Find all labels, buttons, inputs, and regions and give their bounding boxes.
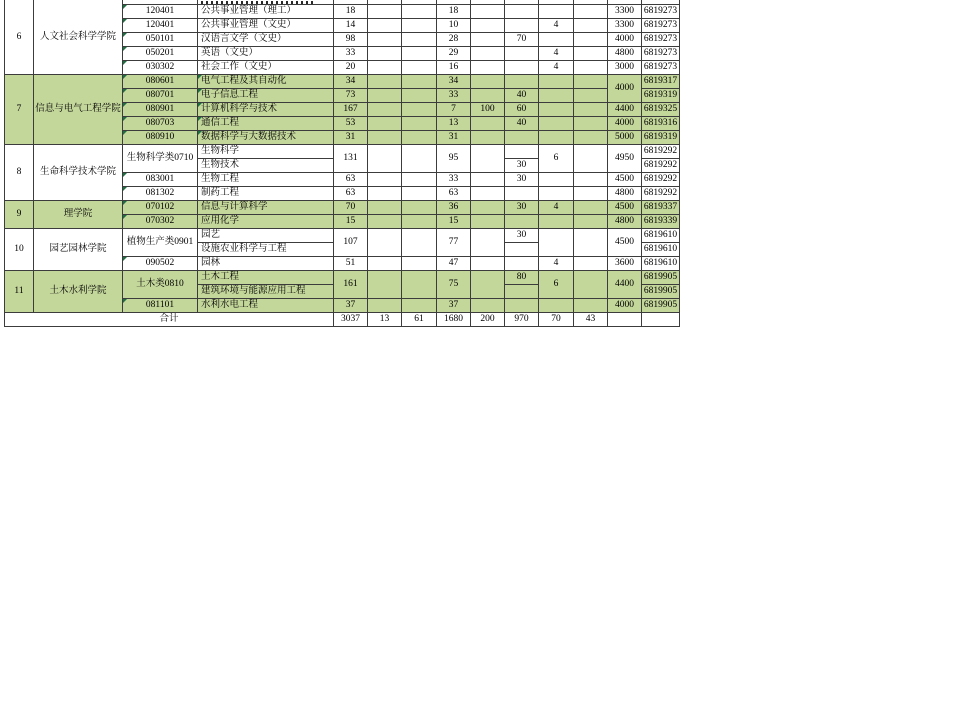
cell-major-name[interactable]: 信息与计算科学 [198,201,334,215]
cell-empty[interactable] [471,117,505,131]
cell-major-name[interactable]: 社会工作（文史） [198,61,334,75]
cell-empty[interactable] [574,5,608,19]
cell-empty[interactable] [505,285,539,299]
cell-empty[interactable] [471,47,505,61]
cell-college[interactable]: 信息与电气工程学院 [34,75,123,145]
cell-tuition[interactable]: 4950 [608,145,642,173]
cell-college-code[interactable]: 6819905 [642,285,680,299]
cell-row-no[interactable]: 9 [5,201,34,229]
cell-empty[interactable] [608,313,642,327]
cell-count[interactable]: 36 [437,201,471,215]
cell-count[interactable]: 4 [539,257,574,271]
cell-category-code[interactable]: 生物科学类0710 [123,145,198,173]
cell-major-code[interactable]: 050101 [123,33,198,47]
cell-plan-total[interactable]: 51 [334,257,368,271]
cell-empty[interactable] [505,75,539,89]
cell-major-name[interactable]: 水利水电工程 [198,299,334,313]
cell-empty[interactable] [505,257,539,271]
cell-plan-total[interactable]: 131 [334,145,368,173]
cell-college[interactable]: 园艺园林学院 [34,229,123,271]
cell-college-code[interactable]: 6819339 [642,215,680,229]
cell-empty[interactable] [505,131,539,145]
cell-empty[interactable] [471,5,505,19]
cell-empty[interactable] [574,103,608,117]
cell-major-name[interactable]: 设施农业科学与工程 [198,243,334,257]
cell-row-no[interactable]: 8 [5,145,34,201]
major-row [5,145,680,159]
cell-major-name[interactable]: 汉语言文学（文史） [198,33,334,47]
cell-major-name[interactable]: 英语（文史） [198,47,334,61]
cell-sum-value[interactable]: 970 [505,313,539,327]
cell-empty[interactable] [402,145,437,173]
cell-empty[interactable] [539,33,574,47]
cell-empty[interactable] [539,229,574,257]
cell-empty[interactable] [574,117,608,131]
cell-plan-total[interactable]: 98 [334,33,368,47]
sum-row [5,313,680,327]
cell-empty[interactable] [574,145,608,173]
cell-college-code[interactable]: 6819292 [642,173,680,187]
cell-major-code[interactable]: 081302 [123,187,198,201]
cell-empty[interactable] [402,271,437,299]
cell-empty[interactable] [574,271,608,299]
cell-empty[interactable] [402,5,437,19]
cell-empty[interactable] [574,229,608,257]
cell-empty[interactable] [368,117,402,131]
cell-count[interactable]: 100 [471,103,505,117]
cell-empty[interactable] [471,89,505,103]
enrollment-plan-table [4,0,680,327]
cell-empty[interactable] [368,173,402,187]
number-as-text-indicator-icon [198,75,202,79]
cell-category-code[interactable]: 植物生产类0901 [123,229,198,257]
cell-empty[interactable] [505,145,539,159]
cell-major-name[interactable]: 制药工程 [198,187,334,201]
number-as-text-indicator-icon [123,257,127,261]
cell-count[interactable]: 4 [539,47,574,61]
cell-count[interactable]: 70 [505,33,539,47]
cell-plan-total[interactable]: 15 [334,215,368,229]
cell-row-no[interactable]: 7 [5,75,34,145]
number-as-text-indicator-icon [123,89,127,93]
cell-college-code[interactable]: 6819273 [642,5,680,19]
cell-empty[interactable] [471,257,505,271]
cell-college[interactable]: 土木水利学院 [34,271,123,313]
cell-sum-value[interactable]: 200 [471,313,505,327]
cell-empty[interactable] [539,117,574,131]
cell-major-code[interactable]: 050201 [123,47,198,61]
cell-college-code[interactable]: 6819292 [642,145,680,159]
cell-major-code[interactable]: 030302 [123,61,198,75]
cell-tuition[interactable]: 5000 [608,131,642,145]
cell-empty[interactable] [368,33,402,47]
cell-empty[interactable] [402,215,437,229]
cell-count[interactable]: 4 [539,19,574,33]
cell-college-code[interactable]: 6819319 [642,131,680,145]
cell-plan-total[interactable]: 14 [334,19,368,33]
cell-college-code[interactable]: 6819273 [642,33,680,47]
cell-count[interactable]: 63 [437,187,471,201]
cell-major-name[interactable]: 生物技术 [198,159,334,173]
number-as-text-indicator-icon [123,103,127,107]
cell-count[interactable]: 4 [539,201,574,215]
number-as-text-indicator-icon [198,117,202,121]
cell-tuition[interactable]: 4000 [608,33,642,47]
cell-plan-total[interactable]: 73 [334,89,368,103]
cell-empty[interactable] [505,5,539,19]
major-row [5,201,680,215]
cell-tuition[interactable]: 4000 [608,299,642,313]
cell-empty[interactable] [368,131,402,145]
cell-empty[interactable] [574,201,608,215]
major-row [5,271,680,285]
cell-tuition[interactable]: 3300 [608,5,642,19]
cell-row-no[interactable]: 10 [5,229,34,271]
cell-empty[interactable] [471,201,505,215]
number-as-text-indicator-icon [123,131,127,135]
cell-empty[interactable] [539,5,574,19]
cell-plan-total[interactable]: 167 [334,103,368,117]
cell-major-code[interactable]: 081101 [123,299,198,313]
cell-count[interactable]: 47 [437,257,471,271]
cell-tuition[interactable]: 4500 [608,229,642,257]
number-as-text-indicator-icon [123,173,127,177]
cell-college-code[interactable]: 6819292 [642,159,680,173]
cell-empty[interactable] [539,131,574,145]
cell-major-name[interactable]: 电气工程及其自动化 [198,75,334,89]
cell-empty[interactable] [505,19,539,33]
cell-empty[interactable] [574,215,608,229]
cell-empty[interactable] [471,229,505,257]
cell-count[interactable]: 30 [505,201,539,215]
cell-count[interactable]: 4 [539,61,574,75]
cell-count[interactable]: 10 [437,19,471,33]
cell-college-code[interactable]: 6819316 [642,117,680,131]
cell-college[interactable]: 人文社会科学学院 [34,0,123,75]
cell-empty[interactable] [471,61,505,75]
cell-tuition[interactable]: 4800 [608,47,642,61]
cell-count[interactable]: 33 [437,89,471,103]
number-as-text-indicator-icon [123,75,127,79]
cell-sum-value[interactable]: 70 [539,313,574,327]
cell-tuition[interactable]: 4500 [608,201,642,215]
cell-count[interactable]: 40 [505,89,539,103]
cell-plan-total[interactable]: 161 [334,271,368,299]
major-row [5,229,680,243]
cell-college-code[interactable]: 6819610 [642,243,680,257]
cell-major-code[interactable]: 080701 [123,89,198,103]
cell-empty[interactable] [539,75,574,89]
cell-count[interactable]: 60 [505,103,539,117]
cell-major-name[interactable]: 电子信息工程 [198,89,334,103]
cell-empty[interactable] [402,117,437,131]
cell-empty[interactable] [368,47,402,61]
cell-major-code[interactable]: 080601 [123,75,198,89]
cell-empty[interactable] [574,33,608,47]
cell-empty[interactable] [368,89,402,103]
cell-college-code[interactable]: 6819273 [642,47,680,61]
cell-major-name[interactable]: 公共事业管理（理工） [198,5,334,19]
cell-major-name[interactable]: 公共事业管理（文史） [198,19,334,33]
cell-sum-value[interactable]: 3037 [334,313,368,327]
cell-count[interactable]: 34 [437,75,471,89]
cell-count[interactable]: 31 [437,131,471,145]
cell-empty[interactable] [574,61,608,75]
cell-empty[interactable] [402,173,437,187]
cell-empty[interactable] [402,75,437,89]
cell-major-name[interactable]: 计算机科学与技术 [198,103,334,117]
cell-empty[interactable] [402,103,437,117]
cell-sum-value[interactable]: 61 [402,313,437,327]
cell-count[interactable]: 18 [437,5,471,19]
cell-major-code[interactable]: 090502 [123,257,198,271]
cell-count[interactable]: 6 [539,271,574,299]
cell-empty[interactable] [505,243,539,257]
cell-plan-total[interactable]: 53 [334,117,368,131]
cell-empty[interactable] [471,173,505,187]
cell-major-code[interactable]: 070102 [123,201,198,215]
cell-college-code[interactable]: 6819273 [642,61,680,75]
cell-empty[interactable] [368,299,402,313]
number-as-text-indicator-icon [123,215,127,219]
cell-empty[interactable] [368,271,402,299]
cell-major-code[interactable]: 080901 [123,103,198,117]
cell-major-code[interactable]: 120401 [123,19,198,33]
cell-empty[interactable] [471,145,505,173]
cell-empty[interactable] [471,19,505,33]
cell-tuition[interactable]: 4000 [608,75,642,103]
cell-count[interactable]: 7 [437,103,471,117]
cell-sum-value[interactable]: 1680 [437,313,471,327]
cell-major-name[interactable]: 应用化学 [198,215,334,229]
cell-plan-total[interactable]: 37 [334,299,368,313]
cell-empty[interactable] [368,201,402,215]
number-as-text-indicator-icon [198,89,202,93]
cell-empty[interactable] [402,299,437,313]
cell-plan-total[interactable]: 70 [334,201,368,215]
cell-empty[interactable] [505,47,539,61]
cell-plan-total[interactable]: 20 [334,61,368,75]
cell-empty[interactable] [402,89,437,103]
cell-tuition[interactable]: 3000 [608,61,642,75]
cell-row-no[interactable]: 11 [5,271,34,313]
cell-category-code[interactable]: 土木类0810 [123,271,198,299]
cell-empty[interactable] [368,19,402,33]
cell-count[interactable]: 95 [437,145,471,173]
cell-college-code[interactable]: 6819905 [642,271,680,285]
number-as-text-indicator-icon [123,299,127,303]
cell-empty[interactable] [574,299,608,313]
cell-empty[interactable] [368,75,402,89]
cell-empty[interactable] [642,313,680,327]
cell-plan-total[interactable]: 107 [334,229,368,257]
cell-empty[interactable] [471,187,505,201]
cell-empty[interactable] [402,33,437,47]
cell-empty[interactable] [574,187,608,201]
cell-college[interactable]: 生命科学技术学院 [34,145,123,201]
cell-tuition[interactable]: 4400 [608,103,642,117]
cell-empty[interactable] [539,103,574,117]
cell-major-name[interactable]: 数据科学与大数据技术 [198,131,334,145]
cell-college-code[interactable]: 6819273 [642,19,680,33]
cell-empty[interactable] [368,229,402,257]
cell-tuition[interactable]: 4000 [608,117,642,131]
cell-college-code[interactable]: 6819292 [642,187,680,201]
cell-count[interactable]: 75 [437,271,471,299]
cell-empty[interactable] [402,201,437,215]
cell-count[interactable]: 6 [539,145,574,173]
cell-empty[interactable] [402,61,437,75]
cell-empty[interactable] [471,75,505,89]
cell-plan-total[interactable]: 63 [334,173,368,187]
cell-empty[interactable] [368,61,402,75]
cell-count[interactable]: 77 [437,229,471,257]
cell-tuition[interactable]: 3600 [608,257,642,271]
cell-major-name[interactable]: 生物工程 [198,173,334,187]
number-as-text-indicator-icon [123,201,127,205]
cell-empty[interactable] [402,229,437,257]
cell-major-code[interactable]: 120401 [123,5,198,19]
cell-empty[interactable] [574,75,608,89]
cell-empty[interactable] [402,47,437,61]
cell-sum-value[interactable]: 13 [368,313,402,327]
cell-empty[interactable] [505,299,539,313]
cell-empty[interactable] [574,89,608,103]
cell-sum-label[interactable]: 合计 [5,313,334,327]
cell-college-code[interactable]: 6819610 [642,229,680,243]
cell-college-code[interactable]: 6819325 [642,103,680,117]
cell-empty[interactable] [574,131,608,145]
cell-college-code[interactable]: 6819905 [642,299,680,313]
cell-plan-total[interactable]: 33 [334,47,368,61]
number-as-text-indicator-icon [123,33,127,37]
cell-count[interactable]: 29 [437,47,471,61]
cell-empty[interactable] [539,187,574,201]
cell-empty[interactable] [368,257,402,271]
cell-major-code[interactable]: 083001 [123,173,198,187]
cell-empty[interactable] [539,299,574,313]
cell-empty[interactable] [505,61,539,75]
cell-empty[interactable] [471,131,505,145]
number-as-text-indicator-icon [198,103,202,107]
cell-tuition[interactable]: 4500 [608,173,642,187]
cell-count[interactable]: 13 [437,117,471,131]
number-as-text-indicator-icon [123,117,127,121]
cell-major-code[interactable]: 070302 [123,215,198,229]
cell-college-code[interactable]: 6819337 [642,201,680,215]
cell-count[interactable]: 28 [437,33,471,47]
cell-college[interactable]: 理学院 [34,201,123,229]
cell-empty[interactable] [539,173,574,187]
number-as-text-indicator-icon [123,61,127,65]
cell-empty[interactable] [574,257,608,271]
cell-empty[interactable] [574,19,608,33]
cell-count[interactable]: 30 [505,229,539,243]
cell-sum-value[interactable]: 43 [574,313,608,327]
cell-tuition[interactable]: 4400 [608,271,642,299]
cell-row-no[interactable]: 6 [5,0,34,75]
cell-major-name[interactable]: 建筑环境与能源应用工程 [198,285,334,299]
cell-empty[interactable] [368,145,402,173]
cell-empty[interactable] [368,187,402,201]
cell-count[interactable]: 15 [437,215,471,229]
cell-plan-total[interactable]: 34 [334,75,368,89]
major-row [5,75,680,89]
cell-count[interactable]: 30 [505,173,539,187]
cell-empty[interactable] [574,47,608,61]
number-as-text-indicator-icon [198,131,202,135]
cell-major-name[interactable]: 生物科学 [198,145,334,159]
cell-major-code[interactable]: 080703 [123,117,198,131]
cell-count[interactable]: 33 [437,173,471,187]
cell-empty[interactable] [505,187,539,201]
cell-tuition[interactable]: 4800 [608,215,642,229]
cell-plan-total[interactable]: 63 [334,187,368,201]
number-as-text-indicator-icon [123,187,127,191]
cell-empty[interactable] [402,131,437,145]
cell-count[interactable]: 16 [437,61,471,75]
cell-plan-total[interactable]: 31 [334,131,368,145]
cell-tuition[interactable]: 4800 [608,187,642,201]
cell-empty[interactable] [368,103,402,117]
cell-empty[interactable] [471,299,505,313]
cell-college-code[interactable]: 6819317 [642,75,680,89]
cell-major-name[interactable]: 通信工程 [198,117,334,131]
cell-college-code[interactable]: 6819319 [642,89,680,103]
cell-empty[interactable] [402,187,437,201]
cell-empty[interactable] [402,19,437,33]
cell-empty[interactable] [471,215,505,229]
cell-empty[interactable] [574,173,608,187]
cell-count[interactable]: 80 [505,271,539,285]
cell-empty[interactable] [471,33,505,47]
number-as-text-indicator-icon [123,5,127,9]
cell-major-name[interactable]: 园林 [198,257,334,271]
cell-plan-total[interactable]: 18 [334,5,368,19]
cell-empty[interactable] [471,271,505,299]
number-as-text-indicator-icon [123,19,127,23]
cell-tuition[interactable]: 3300 [608,19,642,33]
cell-empty[interactable] [505,215,539,229]
cell-empty[interactable] [402,257,437,271]
number-as-text-indicator-icon [123,47,127,51]
cell-major-name[interactable]: 土木工程 [198,271,334,285]
cell-empty[interactable] [368,5,402,19]
cell-empty[interactable] [368,215,402,229]
cell-empty[interactable] [539,89,574,103]
cell-major-name[interactable]: 园艺 [198,229,334,243]
cell-college-code[interactable]: 6819610 [642,257,680,271]
cell-count[interactable]: 30 [505,159,539,173]
cell-count[interactable]: 40 [505,117,539,131]
cell-major-code[interactable]: 080910 [123,131,198,145]
cell-count[interactable]: 37 [437,299,471,313]
cell-empty[interactable] [539,215,574,229]
